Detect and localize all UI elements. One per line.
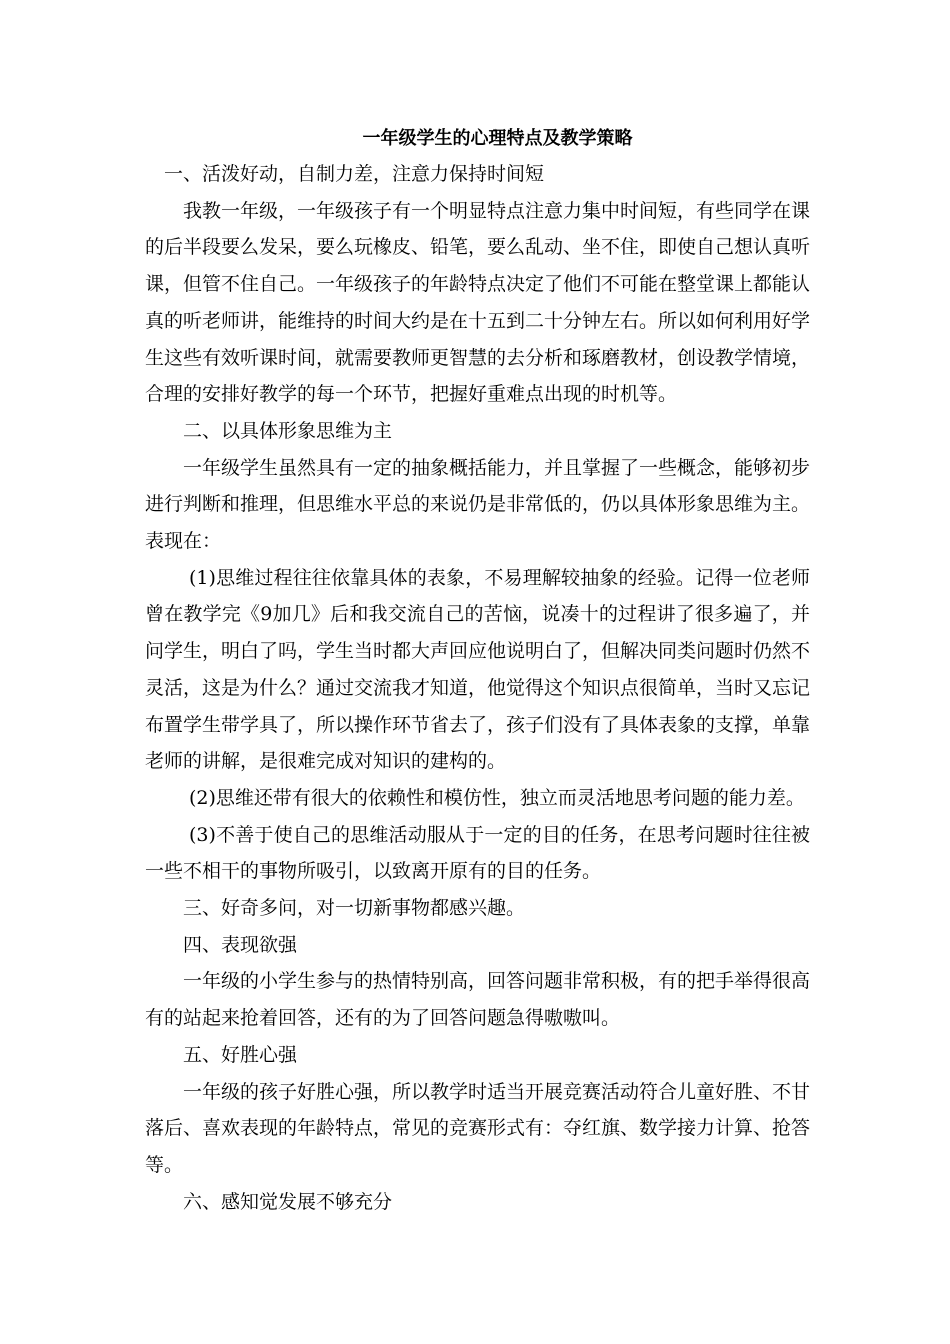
section-heading-5: 五、好胜心强 xyxy=(183,1043,298,1066)
paragraph-point-1: (1)思维过程往往依靠具体的表象，不易理解较抽象的经验。记得一位老师曾在教学完《9加几》后和我交流自己的苦恼，说凑十的过程讲了很多遍了，并问学生，明白了吗，学生当时都大声回应他说明白了，但解决同类问题时仍然不灵活，这是为什么？通过交流我才知道，他觉得这个知识点很简单，当时又忘记布置学生带学具了，所以操作环节省去了，孩子们没有了具体表象的支撑，单靠老师的讲解，是很难完成对知识的建构的。 xyxy=(145,566,811,773)
section-heading-3: 三、好奇多问，对一切新事物都感兴趣。 xyxy=(183,897,526,920)
document-body xyxy=(145,126,810,1220)
paragraph-thinking: 一年级学生虽然具有一定的抽象概括能力，并且掌握了一些概念，能够初步进行判断和推理，但思维水平总的来说仍是非常低的，仍以具体形象思维为主。表现在： xyxy=(145,456,811,553)
paragraph-competition: 一年级的孩子好胜心强，所以教学时适当开展竞赛活动符合儿童好胜、不甘落后、喜欢表现的年龄特点，常见的竞赛形式有：夺红旗、数学接力计算、抢答等。 xyxy=(145,1080,811,1176)
paragraph-attention: 我教一年级，一年级孩子有一个明显特点注意力集中时间短，有些同学在课的后半段要么发呆，要么玩橡皮、铅笔，要么乱动、坐不住，即使自己想认真听课，但管不住自己。一年级孩子的年龄特点决定了他们不可能在整堂课上都能认真的听老师讲，能维持的时间大约是在十五到二十分钟左右。所以如何利用好学生这些有效听课时间，就需要教师更智慧的去分析和琢磨教材，创设教学情境，合理的安排好教学的每一个环节，把握好重难点出现的时机等。 xyxy=(145,199,811,406)
paragraph-point-2: (2)思维还带有很大的依赖性和模仿性，独立而灵活地思考问题的能力差。 xyxy=(189,786,805,809)
section-heading-4: 四、表现欲强 xyxy=(183,933,298,956)
section-heading-2: 二、以具体形象思维为主 xyxy=(183,419,393,442)
paragraph-point-3: (3)不善于使自己的思维活动服从于一定的目的任务，在思考问题时往往被一些不相干的事物所吸引，以致离开原有的目的任务。 xyxy=(145,823,810,883)
section-heading-6: 六、感知觉发展不够充分 xyxy=(183,1190,393,1213)
section-heading-1: 一、活泼好动，自制力差，注意力保持时间短 xyxy=(164,163,545,185)
paragraph-expression: 一年级的小学生参与的热情特别高，回答问题非常积极，有的把手举得很高有的站起来抢着回答，还有的为了回答问题急得嗷嗷叫。 xyxy=(145,970,811,1030)
document-title: 一年级学生的心理特点及教学策略 xyxy=(362,128,633,149)
